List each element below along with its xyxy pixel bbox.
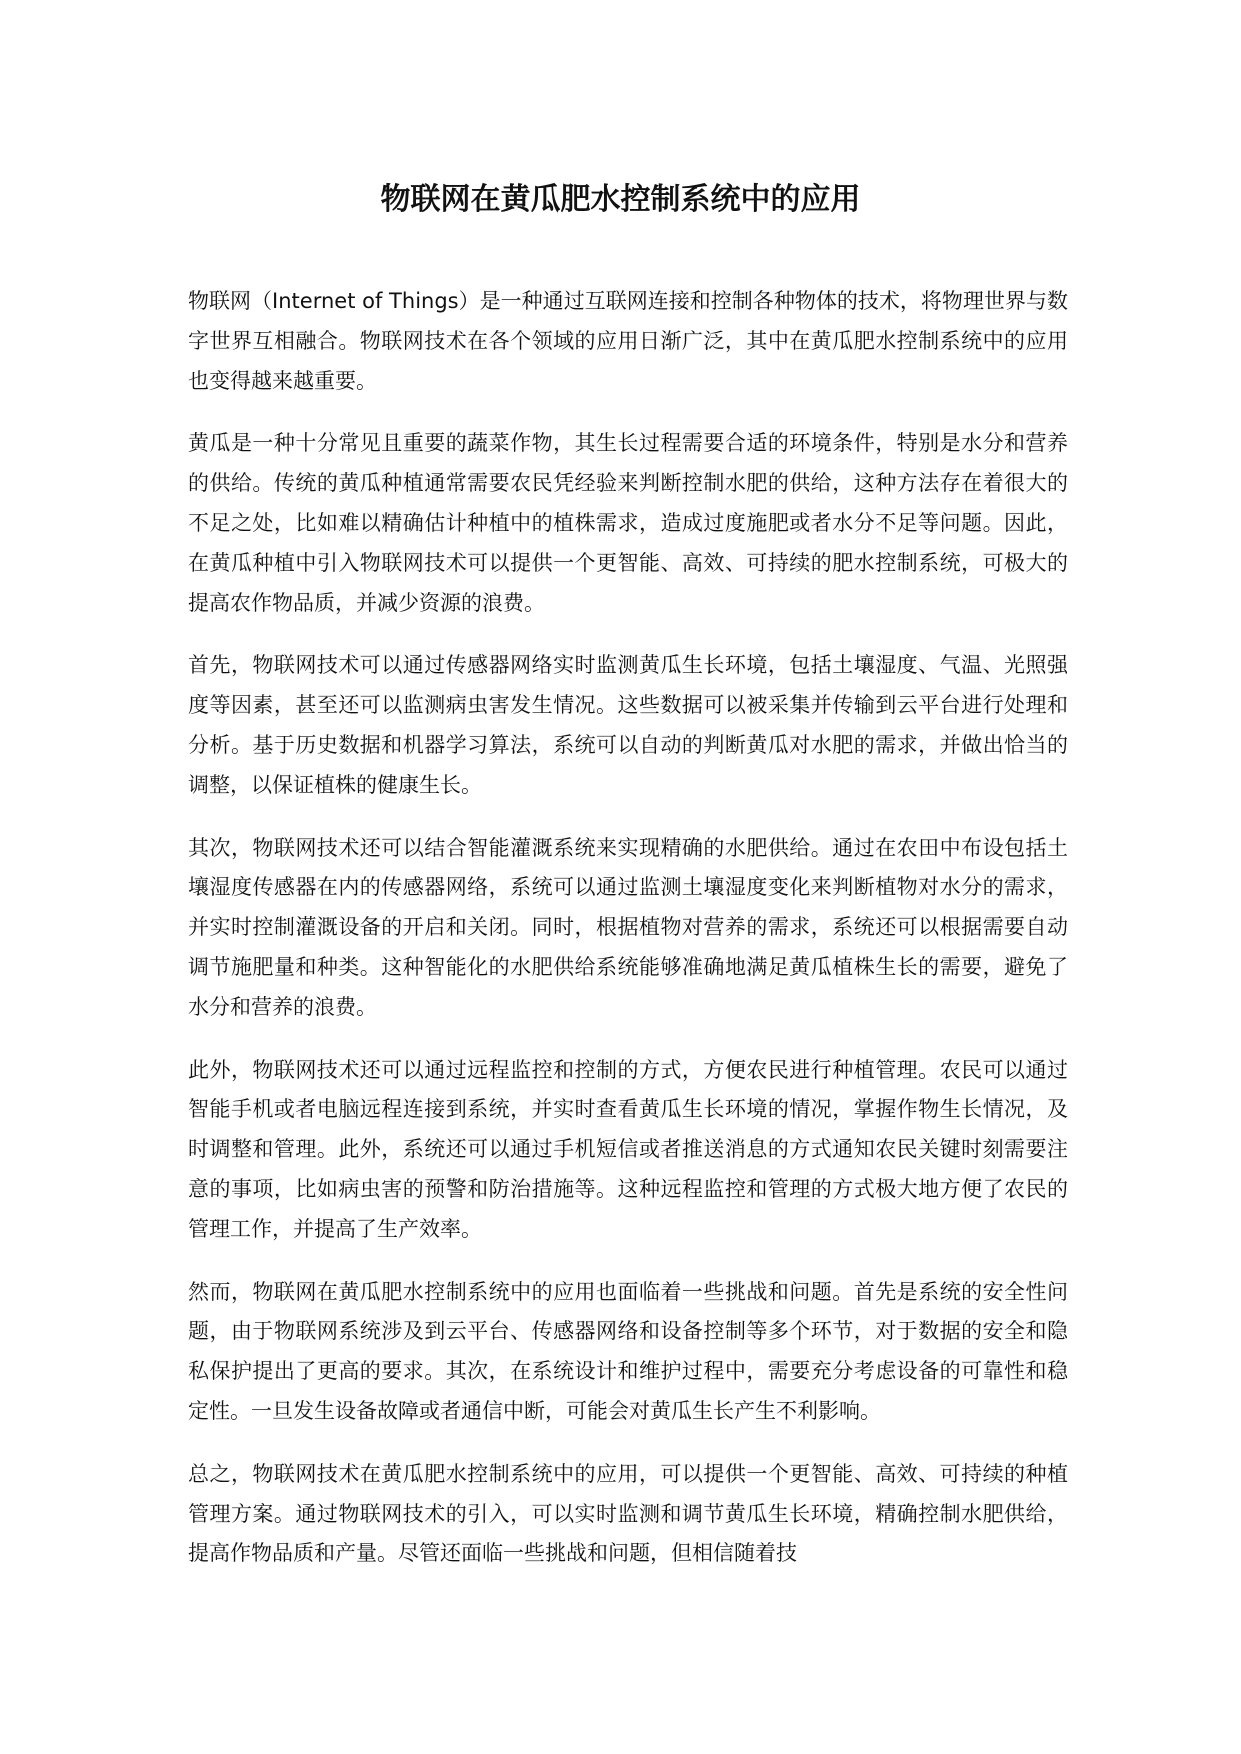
paragraph-2: 黄瓜是一种十分常见且重要的蔬菜作物，其生长过程需要合适的环境条件，特别是水分和营养的供给。传统的黄瓜种植通常需要农民凭经验来判断控制水肥的供给，这种方法存在着很大的不足之处，比如难以精确估计种植中的植株需求，造成过度施肥或者水分不足等问题。因此，在黄瓜种植中引入物联网技术可以提供一个更智能、高效、可持续的肥水控制系统，可极大的提高农作物品质，并减少资源的浪费。 (188, 431, 1068, 615)
paragraph-4: 其次，物联网技术还可以结合智能灌溉系统来实现精确的水肥供给。通过在农田中布设包括土壤湿度传感器在内的传感器网络，系统可以通过监测土壤湿度变化来判断植物对水分的需求，并实时控制灌溉设备的开启和关闭。同时，根据植物对营养的需求，系统还可以根据需要自动调节施肥量和种类。这种智能化的水肥供给系统能够准确地满足黄瓜植株生长的需要，避免了水分和营养的浪费。 (188, 835, 1068, 1019)
paragraph-1: 物联网（Internet of Things）是一种通过互联网连接和控制各种物体的技术，将物理世界与数字世界互相融合。物联网技术在各个领域的应用日渐广泛，其中在黄瓜肥水控制系统中的应用也变得越来越重要。 (188, 289, 1068, 393)
document-title: 物联网在黄瓜肥水控制系统中的应用 (380, 182, 861, 217)
paragraph-5: 此外，物联网技术还可以通过远程监控和控制的方式，方便农民进行种植管理。农民可以通过智能手机或者电脑远程连接到系统，并实时查看黄瓜生长环境的情况，掌握作物生长情况，及时调整和管理。此外，系统还可以通过手机短信或者推送消息的方式通知农民关键时刻需要注意的事项，比如病虫害的预警和防治措施等。这种远程监控和管理的方式极大地方便了农民的管理工作，并提高了生产效率。 (188, 1057, 1068, 1241)
paragraph-6: 然而，物联网在黄瓜肥水控制系统中的应用也面临着一些挑战和问题。首先是系统的安全性问题，由于物联网系统涉及到云平台、传感器网络和设备控制等多个环节，对于数据的安全和隐私保护提出了更高的要求。其次，在系统设计和维护过程中，需要充分考虑设备的可靠性和稳定性。一旦发生设备故障或者通信中断，可能会对黄瓜生长产生不利影响。 (188, 1279, 1068, 1423)
document-body (188, 282, 1068, 1597)
paragraph-7: 总之，物联网技术在黄瓜肥水控制系统中的应用，可以提供一个更智能、高效、可持续的种植管理方案。通过物联网技术的引入，可以实时监测和调节黄瓜生长环境，精确控制水肥供给，提高作物品质和产量。尽管还面临一些挑战和问题，但相信随着技 (188, 1461, 1068, 1566)
paragraph-3: 首先，物联网技术可以通过传感器网络实时监测黄瓜生长环境，包括土壤湿度、气温、光照强度等因素，甚至还可以监测病虫害发生情况。这些数据可以被采集并传输到云平台进行处理和分析。基于历史数据和机器学习算法，系统可以自动的判断黄瓜对水肥的需求，并做出恰当的调整，以保证植株的健康生长。 (188, 653, 1068, 797)
